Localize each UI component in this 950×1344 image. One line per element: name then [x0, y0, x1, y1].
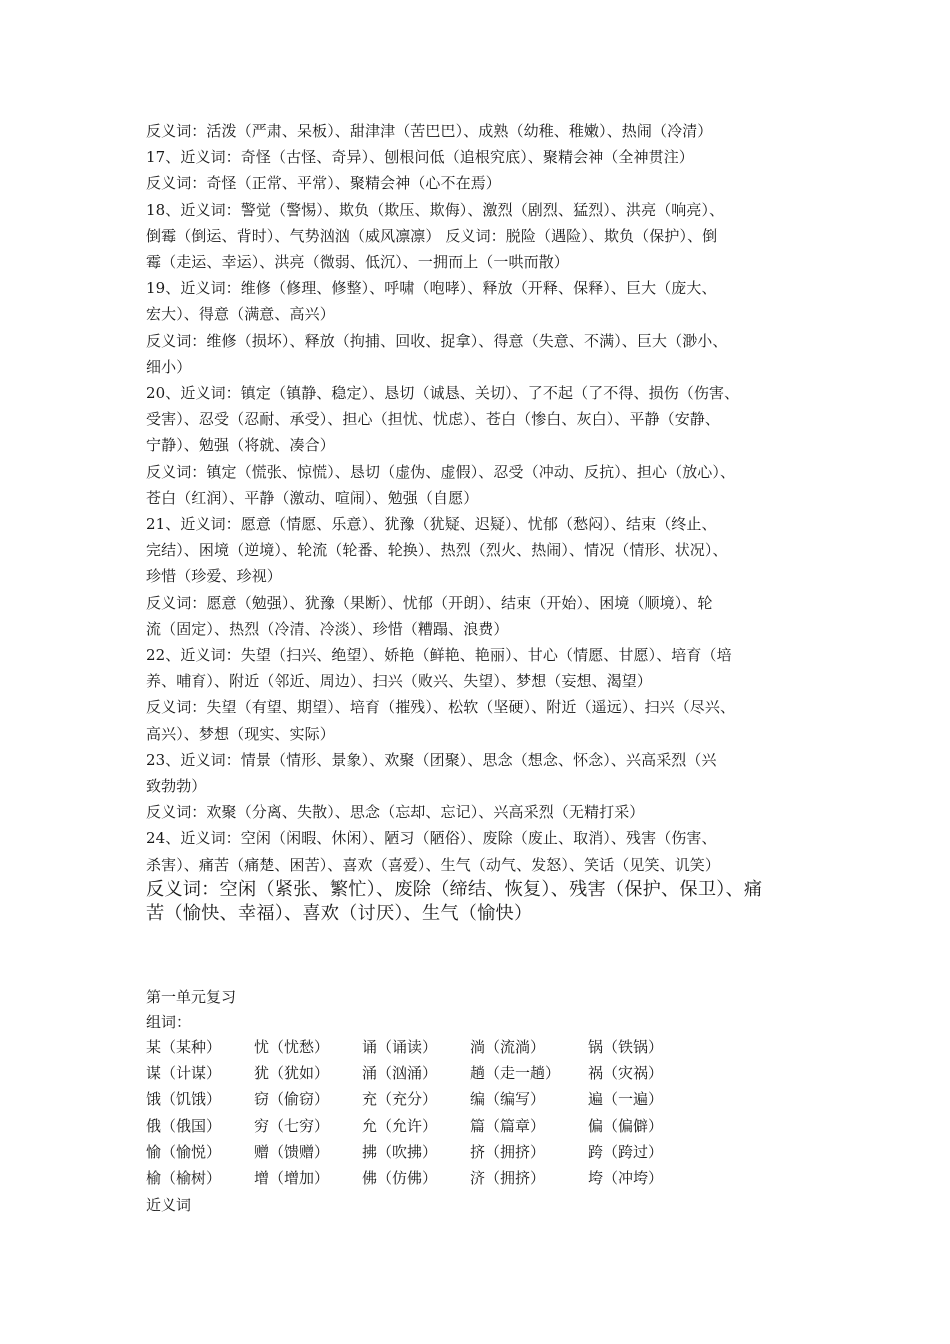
synonym-antonym-list — [146, 118, 810, 927]
text-line: 反义词：愿意（勉强）、犹豫（果断）、忧郁（开朗）、结束（开始）、困境（顺境）、轮 — [146, 593, 713, 612]
word-formation-item: 诵（诵读） — [362, 1038, 438, 1056]
text-line: 23、近义词：情景（情形、景象）、欢聚（团聚）、思念（想念、怀念）、兴高采烈（兴 — [146, 750, 717, 769]
text-line: 苍白（红润）、平静（激动、喧闹）、勉强（自愿） — [146, 488, 479, 507]
text-line: 高兴）、梦想（现实、实际） — [146, 724, 335, 743]
text-line: 细小） — [146, 357, 192, 376]
word-formation-item: 跨（跨过） — [588, 1142, 664, 1161]
word-formation-item: 愉（愉悦） — [146, 1142, 222, 1161]
word-formation-item: 佛（仿佛） — [362, 1168, 438, 1187]
text-line: 24、近义词：空闲（闲暇、休闲）、陋习（陋俗）、废除（废止、取消）、残害（伤害、 — [146, 829, 717, 848]
text-line: 致勃勃） — [146, 777, 207, 796]
text-line: 21、近义词：愿意（情愿、乐意）、犹豫（犹疑、迟疑）、忧郁（愁闷）、结束（终止、 — [146, 515, 717, 534]
word-formation-item: 篇（篇章） — [470, 1116, 546, 1135]
text-line: 完结）、困境（逆境）、轮流（轮番、轮换）、热烈（烈火、热闹）、情况（情形、状况）、 — [146, 541, 728, 560]
text-line: 18、近义词：警觉（警惕）、欺负（欺压、欺侮）、激烈（剧烈、猛烈）、洪亮（响亮）、 — [146, 200, 725, 219]
text-line-large: 苦（愉快、幸福）、喜欢（讨厌）、生气（愉快） — [146, 903, 533, 925]
word-formation-item: 挤（拥挤） — [470, 1142, 546, 1161]
word-formation-item: 编（编写） — [470, 1090, 546, 1109]
text-line: 宁静）、勉强（将就、凑合） — [146, 436, 335, 455]
word-formation-item: 赠（馈赠） — [254, 1142, 330, 1161]
word-formation-item: 拂（吹拂） — [362, 1142, 438, 1161]
word-formation-item: 趟（走一趟） — [470, 1064, 561, 1083]
word-formation-item: 偏（偏僻） — [588, 1116, 664, 1135]
text-line: 反义词：奇怪（正常、平常）、聚精会神（心不在焉） — [146, 174, 501, 193]
word-formation-item: 俄（俄国） — [146, 1116, 222, 1135]
text-line: 17、近义词：奇怪（古怪、奇异）、刨根问低（追根究底）、聚精会神（全神贯注） — [146, 148, 694, 167]
text-line: 养、哺育）、附近（邻近、周边）、扫兴（败兴、失望）、梦想（妄想、渴望） — [146, 672, 653, 691]
word-formation-item: 淌（流淌） — [470, 1038, 546, 1056]
word-formation-item: 锅（铁锅） — [588, 1038, 664, 1056]
word-formation-item: 谋（计谋） — [146, 1064, 222, 1083]
text-line: 珍惜（珍爱、珍视） — [146, 567, 282, 586]
text-line: 倒霉（倒运、背时）、气势汹汹（威风凛凛） 反义词：脱险（遇险）、欺负（保护）、倒 — [146, 226, 718, 245]
text-line: 杀害）、痛苦（痛楚、困苦）、喜欢（喜爱）、生气（动气、发怒）、笑话（见笑、讥笑） — [146, 855, 721, 874]
text-line: 反义词：镇定（慌张、惊慌）、恳切（虚伪、虚假）、忍受（冲动、反抗）、担心（放心）、 — [146, 462, 736, 481]
word-formation-item: 允（允许） — [362, 1116, 438, 1135]
word-formation-item: 涌（汹涌） — [362, 1064, 438, 1083]
text-line: 20、近义词：镇定（镇静、稳定）、恳切（诚恳、关切）、了不起（了不得、损伤（伤害、 — [146, 384, 740, 403]
text-line: 宏大）、得意（满意、高兴） — [146, 305, 335, 324]
text-line-large: 反义词：空闲（紧张、繁忙）、废除（缔结、恢复）、残害（保护、保卫）、痛 — [146, 878, 763, 900]
text-line: 反义词：活泼（严肃、呆板）、甜津津（苦巴巴）、成熟（幼稚、稚嫩）、热闹（冷清） — [146, 122, 713, 140]
word-formation-item: 祸（灾祸） — [588, 1064, 664, 1083]
word-formation-item: 某（某种） — [146, 1038, 222, 1056]
text-line: 反义词：欢聚（分离、失散）、思念（忘却、忘记）、兴高采烈（无精打采） — [146, 803, 645, 822]
text-line: 受害）、忍受（忍耐、承受）、担心（担忧、忧虑）、苍白（惨白、灰白）、平静（安静、 — [146, 410, 721, 429]
word-formation-item: 济（拥挤） — [470, 1168, 546, 1187]
word-formation-label: 组词： — [146, 1013, 192, 1031]
word-formation-item: 榆（榆树） — [146, 1168, 222, 1187]
word-formation-item: 忧（忧愁） — [254, 1038, 330, 1056]
text-line: 流（固定）、热烈（冷清、冷淡）、珍惜（糟蹋、浪费） — [146, 619, 509, 638]
text-line: 反义词：失望（有望、期望）、培育（摧残）、松软（坚硬）、附近（遥远）、扫兴（尽兴、 — [146, 698, 736, 717]
word-formation-item: 穷（七穷） — [254, 1116, 330, 1135]
word-formation-item: 犹（犹如） — [254, 1064, 330, 1083]
text-line: 霉（走运、幸运）、洪亮（微弱、低沉）、一拥而上（一哄而散） — [146, 253, 569, 272]
word-formation-item: 饿（饥饿） — [146, 1090, 222, 1109]
word-formation-item: 增（增加） — [254, 1168, 330, 1187]
section-title: 第一单元复习 — [146, 988, 237, 1006]
text-line: 19、近义词：维修（修理、修整）、呼啸（咆哮）、释放（开释、保释）、巨大（庞大、 — [146, 279, 717, 298]
word-formation-item: 充（充分） — [362, 1090, 438, 1109]
text-line: 22、近义词：失望（扫兴、绝望）、娇艳（鲜艳、艳丽）、甘心（情愿、甘愿）、培育（培 — [146, 646, 732, 665]
text-line: 反义词：维修（损坏）、释放（拘捕、回收、捉拿）、得意（失意、不满）、巨大（渺小、 — [146, 331, 728, 350]
word-formation-item: 垮（冲垮） — [588, 1168, 664, 1187]
word-formation-item: 窃（偷窃） — [254, 1090, 330, 1109]
word-formation-item: 遍（一遍） — [588, 1090, 664, 1109]
synonyms-label: 近义词 — [146, 1196, 192, 1214]
